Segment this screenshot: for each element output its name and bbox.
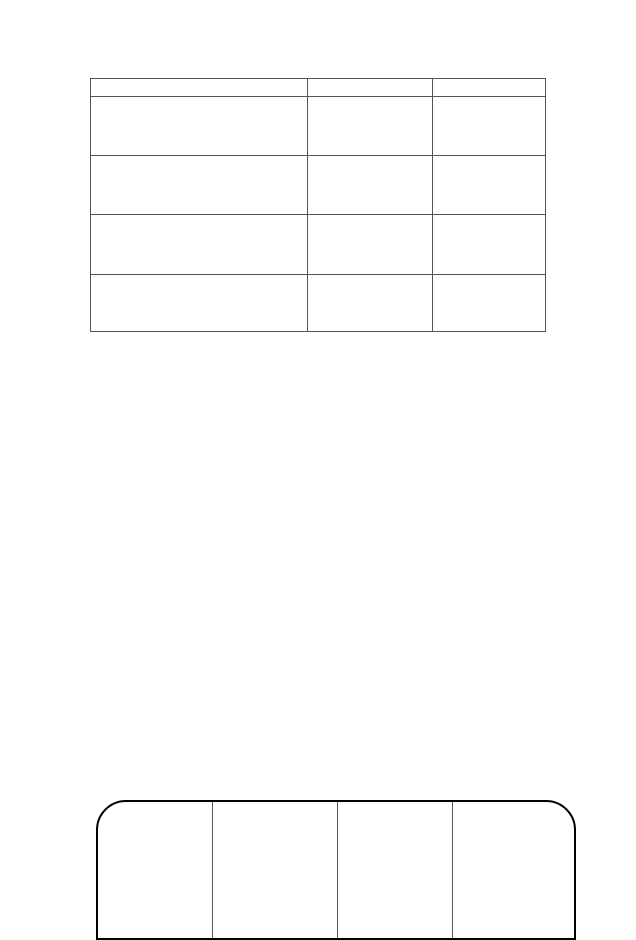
table-header-row — [91, 79, 545, 97]
border-top — [24, 24, 614, 46]
box-divider — [337, 802, 338, 938]
table-row-divider — [91, 214, 545, 215]
border-right — [594, 50, 608, 845]
answer-box — [96, 800, 576, 940]
box-divider — [212, 802, 213, 938]
box-divider — [452, 802, 453, 938]
words-table — [90, 78, 546, 332]
table-divider — [432, 79, 433, 331]
table-divider — [307, 79, 308, 331]
table-row-divider — [91, 155, 545, 156]
table-row-divider — [91, 274, 545, 275]
border-left — [26, 50, 40, 845]
